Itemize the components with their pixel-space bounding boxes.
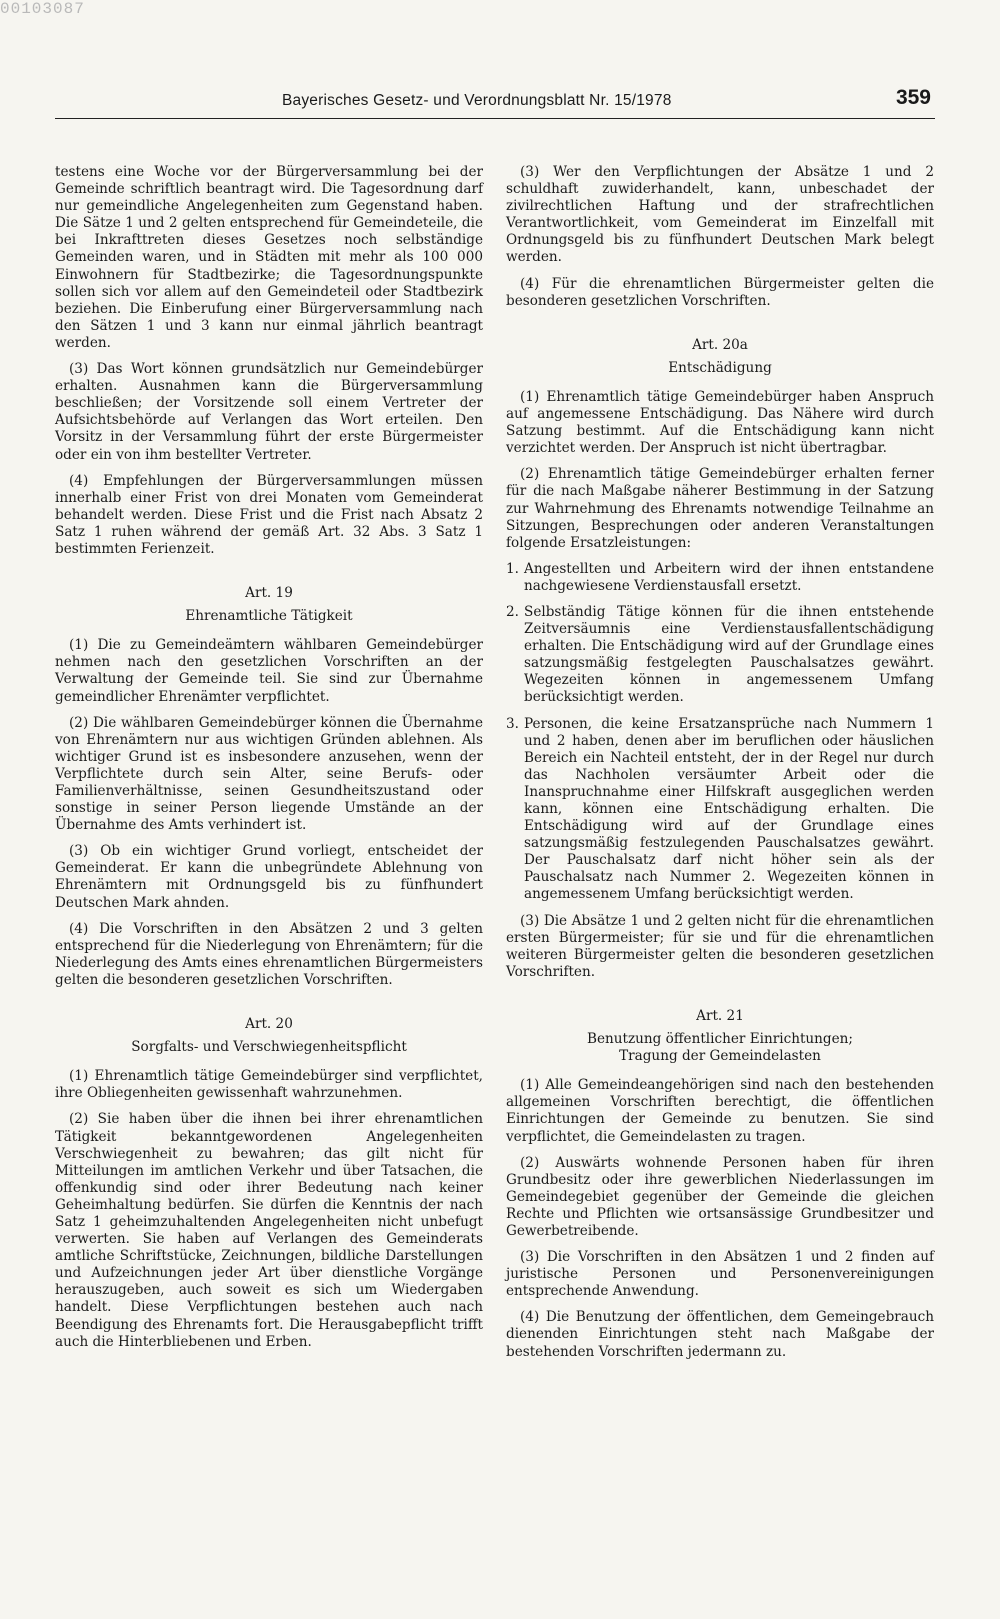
paragraph-art19-4: (4) Die Vorschriften in den Absätzen 2 und 3 gelten entsprechend für die Niederlegung von Ehrenämtern; für die Niederlegung des Amts eines ehrenamtlichen Bürgermeisters gelten die besonderen gesetzlichen Vorschriften.: [55, 920, 483, 988]
list-item-text: Personen, die keine Ersatzansprüche nach Nummern 1 und 2 haben, denen aber im beruflichen oder häuslichen Bereich ein Nachteil entsteht, der in der Regel nur durch das Nachholen versäumter Arbeit oder die Inanspruchnahme einer Hilfskraft ausgeglichen werden kann, können eine Entschädigung erhalten. Die Entschädigung wird auf der Grundlage eines satzungsmäßig festzulegenden Pauschalsatzes gewährt. Der Pauschalsatz darf nicht höher sein als der Pauschalsatz nach Nummer 2. Wegezeiten können in angemessenem Umfang berücksichtigt werden.: [524, 715, 934, 903]
article-19-title: Ehrenamtliche Tätigkeit: [185, 608, 353, 625]
page-header: [55, 86, 935, 119]
paragraph-art18-3: (3) Das Wort können grundsätzlich nur Gemeindebürger erhalten. Ausnahmen kann die Bürgerversammlung beschließen; der Vorsitzende soll einem Vertreter der Aufsichtsbehörde auf Verlangen das Wort erteilen. Den Vorsitz in der Versammlung führt der erste Bürgermeister oder ein von ihm bestellter Vertreter.: [55, 361, 483, 463]
paragraph-art19-3: (3) Ob ein wichtiger Grund vorliegt, entscheidet der Gemeinderat. Er kann die unbegründete Ablehnung von Ehrenämtern mit Ordnungsgeld bis zu fünfhundert Deutschen Mark ahnden.: [55, 843, 483, 911]
list-item-number: 3.: [506, 715, 519, 732]
list-item: [506, 604, 934, 707]
list-item-text: Selbständig Tätige können für die ihnen entstehende Zeitversäumnis eine Verdienstausfallentschädigung erhalten. Die Entschädigung wird auf der Grundlage eines satzungsmäßig festgelegten Pauschalsatzes gewährt. Wegezeiten können in angemessenem Umfang berücksichtigt werden.: [524, 603, 934, 706]
paragraph-art18-4: (4) Empfehlungen der Bürgerversammlungen müssen innerhalb einer Frist von drei Monaten vom Gemeinderat behandelt werden. Diese Frist und die Frist nach Absatz 2 Satz 1 ruhen während der gemäß Art. 32 Abs. 3 Satz 1 bestimmten Ferienzeit.: [55, 472, 483, 557]
list-item: [506, 716, 934, 904]
paragraph-art21-2: (2) Auswärts wohnende Personen haben für ihren Grundbesitz oder ihre gewerblichen Niederlassungen im Gemeindegebiet gegenüber der Gemeinde die gleichen Rechte und Pflichten wie ortsansässige Grundbesitzer und Gewerbetreibende.: [506, 1154, 934, 1239]
paragraph-art20a-2: (2) Ehrenamtlich tätige Gemeindebürger erhalten ferner für die nach Maßgabe näherer Bestimmung in der Satzung zur Wahrnehmung des Ehrenamts notwendige Teilnahme an Sitzungen, Besprechungen oder anderen Veranstaltungen folgende Ersatzleistungen:: [506, 466, 934, 551]
paragraph-art20-1: (1) Ehrenamtlich tätige Gemeindebürger sind verpflichtet, ihre Obliegenheiten gewissenhaft wahrzunehmen.: [55, 1068, 483, 1102]
paragraph-art21-1: (1) Alle Gemeindeangehörigen sind nach den bestehenden allgemeinen Vorschriften berechtigt, die öffentlichen Einrichtungen der Gemeinde zu benutzen. Sie sind verpflichtet, die Gemeindelasten zu tragen.: [506, 1077, 934, 1145]
left-column: [55, 164, 483, 1360]
paragraph-art20-3: (3) Wer den Verpflichtungen der Absätze 1 und 2 schuldhaft zuwiderhandelt, kann, unbeschadet der zivilrechtlichen Haftung und der strafrechtlichen Verantwortlichkeit, vom Gemeinderat im Einzelfall mit Ordnungsgeld bis zu fünfhundert Deutschen Mark belegt werden.: [506, 164, 934, 266]
article-21-title-line2: Tragung der Gemeindelasten: [619, 1048, 821, 1065]
list-item-number: 2.: [506, 603, 519, 620]
list-item-text: Angestellten und Arbeitern wird der ihnen entstandene nachgewiesene Verdienstausfall ersetzt.: [524, 560, 934, 594]
paragraph-art21-4: (4) Die Benutzung der öffentlichen, dem Gemeingebrauch dienenden Einrichtungen steht nach Maßgabe der bestehenden Vorschriften jedermann zu.: [506, 1309, 934, 1360]
gazette-title: Bayerisches Gesetz- und Verordnungsblatt Nr. 15/1978: [282, 92, 672, 109]
article-19-number: Art. 19: [245, 585, 293, 602]
article-20-title: Sorgfalts- und Verschwiegenheitspflicht: [131, 1039, 407, 1056]
page-number: 359: [895, 86, 931, 109]
list-item-number: 1.: [506, 560, 519, 577]
paragraph-art20a-3: (3) Die Absätze 1 und 2 gelten nicht für die ehrenamtlichen ersten Bürgermeister; für sie und für die ehrenamtlichen weiteren Bürgermeister gelten die besonderen gesetzlichen Vorschriften.: [506, 912, 934, 980]
paragraph-art20a-1: (1) Ehrenamtlich tätige Gemeindebürger haben Anspruch auf angemessene Entschädigung. Das Nähere wird durch Satzung bestimmt. Auf die Entschädigung kann nicht verzichtet werden. Der Anspruch ist nicht übertragbar.: [506, 388, 934, 457]
paragraph-art19-2: (2) Die wählbaren Gemeindebürger können die Übernahme von Ehrenämtern nur aus wichtigen Gründen ablehnen. Als wichtiger Grund ist es insbesondere anzusehen, wenn der Verpflichtete durch sein Alter, seine Berufs- oder Familienverhältnisse, seinen Gesundheitszustand oder sonstige in seiner Person liegende Umstände an der Übernahme des Amts verhindert ist.: [55, 714, 483, 834]
article-21-title-line1: Benutzung öffentlicher Einrichtungen;: [586, 1031, 854, 1048]
article-20a-title: Entschädigung: [668, 359, 772, 376]
continued-paragraph: testens eine Woche vor der Bürgerversammlung bei der Gemeinde schriftlich beantragt wird. Die Tagesordnung darf nur gemeindliche Angelegenheiten zum Gegenstand haben. Die Sätze 1 und 2 gelten entsprechend für Gemeindeteile, die bei Inkrafttreten dieses Gesetzes noch selbständige Gemeinden waren, und in Städten mit mehr als 100 000 Einwohnern für Stadtbezirke; die Tagesordnungspunkte sollen sich vor allem auf den Gemeindeteil oder Stadtbezirk beziehen. Die Einberufung einer Bürgerversammlung nach den Sätzen 1 und 3 kann nur einmal jährlich beantragt werden.: [55, 164, 483, 351]
list-item: [506, 561, 934, 595]
paragraph-art20-2: (2) Sie haben über die ihnen bei ihrer ehrenamtlichen Tätigkeit bekanntgewordenen Angelegenheiten Verschwiegenheit zu bewahren; das gilt nicht für Mitteilungen im amtlichen Verkehr und über Tatsachen, die offenkundig sind oder ihrer Bedeutung nach keiner Geheimhaltung bedürfen. Sie dürfen die Kenntnis der nach Satz 1 geheimzuhaltenden Angelegenheiten nicht unbefugt verwerten. Sie haben auf Verlangen des Gemeinderats amtliche Schriftstücke, Zeichnungen, bildliche Darstellungen und Aufzeichnungen jeder Art über dienstliche Vorgänge herauszugeben, auch soweit es sich um Wiedergaben handelt. Diese Verpflichtungen bestehen auch nach Beendigung des Ehrenamts fort. Die Herausgabepflicht trifft auch die Hinterbliebenen und Erben.: [55, 1111, 483, 1350]
paragraph-art20-4: (4) Für die ehrenamtlichen Bürgermeister gelten die besonderen gesetzlichen Vorschriften.: [506, 275, 934, 309]
archive-stamp: 00103087: [0, 0, 85, 18]
article-20a-number: Art. 20a: [692, 336, 748, 353]
paragraph-art21-3: (3) Die Vorschriften in den Absätzen 1 und 2 finden auf juristische Personen und Personenvereinigungen entsprechende Anwendung.: [506, 1249, 934, 1300]
article-21-number: Art. 21: [696, 1007, 744, 1024]
right-column: [506, 164, 934, 1370]
paragraph-art19-1: (1) Die zu Gemeindeämtern wählbaren Gemeindebürger nehmen nach den gesetzlichen Vorschriften an der Verwaltung der Gemeinde teil. Sie sind zur Übernahme gemeindlicher Ehrenämter verpflichtet.: [55, 637, 483, 705]
article-20-number: Art. 20: [245, 1016, 293, 1033]
